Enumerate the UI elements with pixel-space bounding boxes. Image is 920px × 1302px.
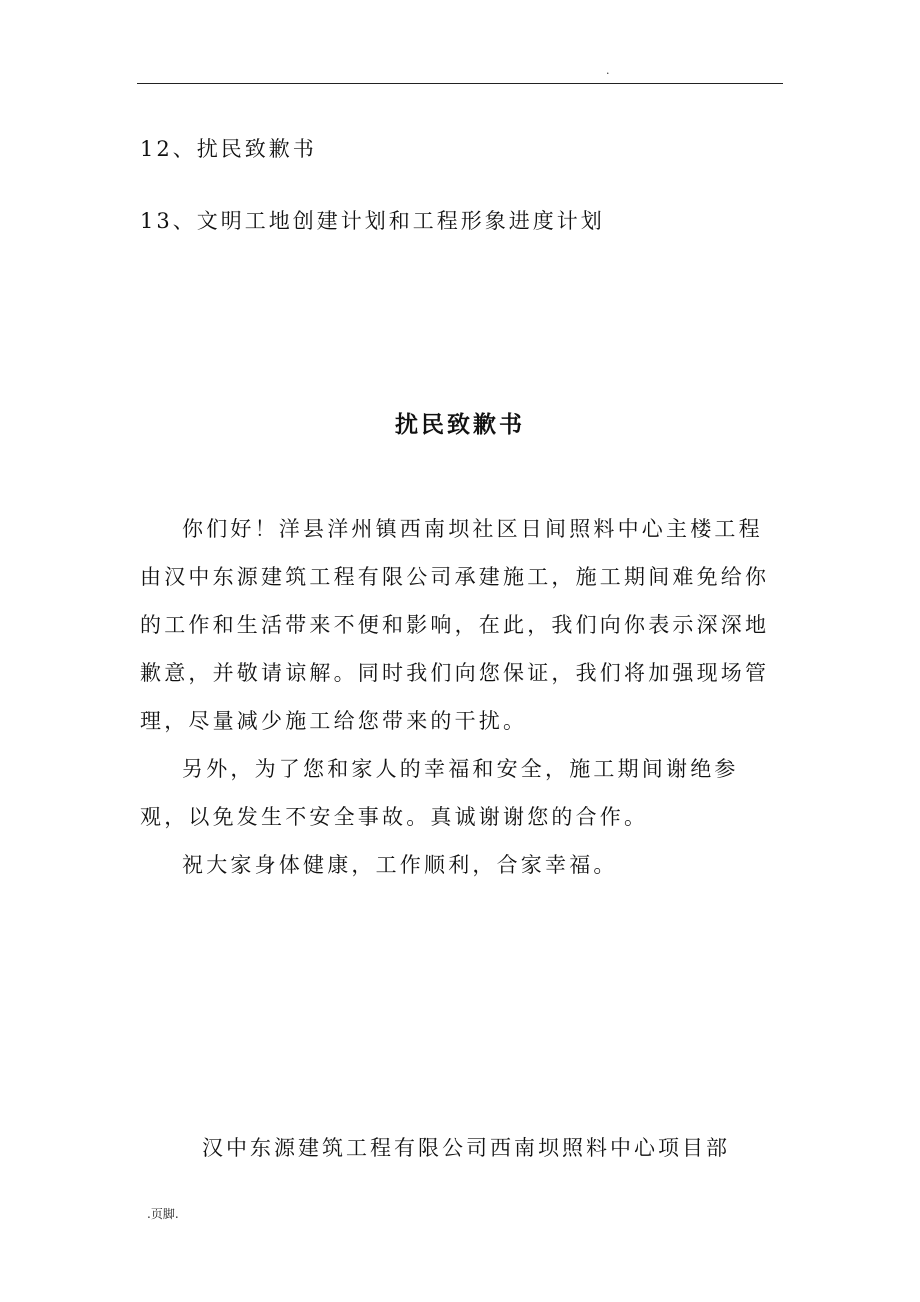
letter-paragraph-greeting: 你们好！洋县洋州镇西南坝社区日间照料中心主楼工程由汉中东源建筑工程有限公司承建施工，施工期间难免给你的工作和生活带来不便和影响，在此，我们向你表示深深地歉意，并敬请谅解。同时我们向您保证，我们将加强现场管理，尽量减少施工给您带来的干扰。 xyxy=(140,517,770,733)
header-mark: . xyxy=(606,64,610,77)
list-item-13: 13、文明工地创建计划和工程形象进度计划 xyxy=(140,209,605,233)
letter-body xyxy=(140,505,780,889)
letter-title: 扰民致歉书 xyxy=(395,411,525,438)
list-item-12: 12、扰民致歉书 xyxy=(140,137,317,161)
letter-paragraph-notice: 另外，为了您和家人的幸福和安全，施工期间谢绝参观，以免发生不安全事故。真诚谢谢您的合作。 xyxy=(140,757,739,829)
letter-signature: 汉中东源建筑工程有限公司西南坝照料中心项目部 xyxy=(202,1136,730,1160)
footer-label: .页脚. xyxy=(147,1207,179,1221)
header-rule xyxy=(137,83,783,84)
letter-paragraph-wishes: 祝大家身体健康，工作顺利，合家幸福。 xyxy=(182,853,618,877)
